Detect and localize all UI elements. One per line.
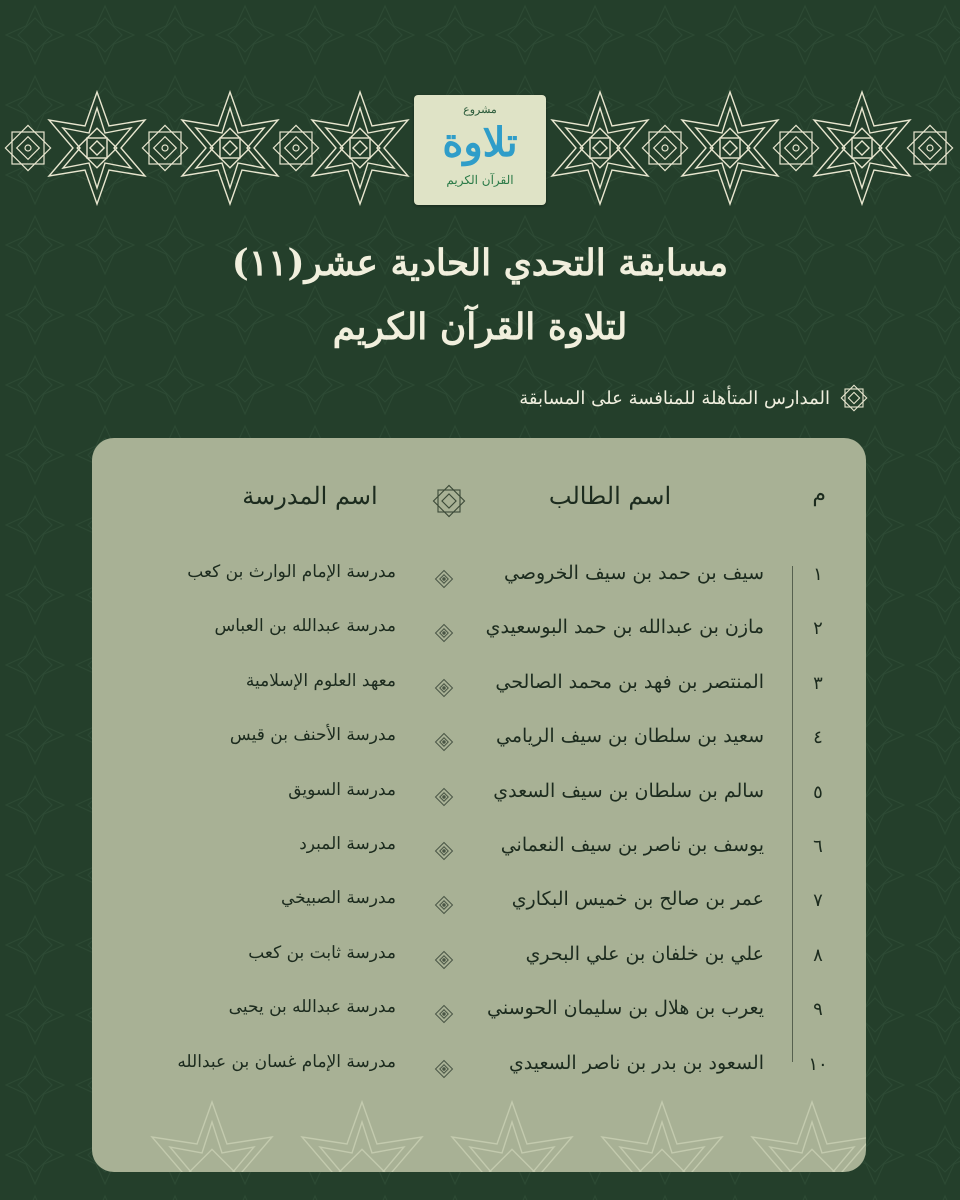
- table-row: [92, 826, 866, 878]
- row-number: ٩: [813, 999, 823, 1021]
- diamond-bullet-icon: [433, 677, 455, 699]
- subtitle: [519, 384, 868, 412]
- student-name: يعرب بن هلال بن سليمان الحوسني: [487, 997, 764, 1020]
- row-number: ٤: [813, 727, 823, 749]
- column-header-school: اسم المدرسة: [242, 482, 378, 510]
- student-name: سالم بن سلطان بن سيف السعدي: [493, 779, 764, 802]
- page-title-line2: لتلاوة القرآن الكريم: [332, 306, 628, 348]
- table-row: [92, 772, 866, 824]
- row-number: ٥: [813, 781, 823, 803]
- school-name: مدرسة المبرد: [299, 834, 396, 854]
- column-header-number: م: [812, 482, 826, 507]
- row-number: ٣: [813, 672, 823, 694]
- diamond-bullet-icon: [433, 786, 455, 808]
- school-name: مدرسة الصبيخي: [280, 888, 396, 909]
- page-title: مسابقة التحدي الحادية عشر(١١): [231, 242, 729, 284]
- table-row: [92, 663, 866, 715]
- school-name: مدرسة السويق: [288, 779, 396, 800]
- student-name: علي بن خلفان بن علي البحري: [525, 942, 764, 965]
- table-row: [92, 554, 866, 606]
- school-name: معهد العلوم الإسلامية: [245, 670, 396, 691]
- diamond-bullet-icon: [433, 622, 455, 644]
- row-number: ٦: [813, 836, 823, 857]
- student-name: المنتصر بن فهد بن محمد الصالحي: [495, 670, 764, 693]
- subtitle-text: المدارس المتأهلة للمنافسة على المسابقة: [519, 387, 830, 409]
- table-row: [92, 935, 866, 987]
- column-header-student: اسم الطالب: [548, 482, 672, 510]
- diamond-bullet-icon: [433, 568, 455, 590]
- diamond-bullet-icon: [433, 840, 455, 862]
- student-name: سيف بن حمد بن سيف الخروصي: [503, 562, 764, 584]
- logo-word: تلاوة: [442, 119, 518, 166]
- student-name: مازن بن عبدالله بن حمد البوسعيدي: [485, 616, 764, 639]
- student-name: يوسف بن ناصر بن سيف النعماني: [500, 834, 764, 856]
- logo-top-text: مشروع: [463, 103, 497, 116]
- table-row: [92, 1044, 866, 1096]
- school-name: مدرسة عبدالله بن العباس: [214, 616, 396, 637]
- school-name: مدرسة الإمام الوارث بن كعب: [187, 562, 396, 582]
- table-row: [92, 880, 866, 932]
- student-name: السعود بن بدر بن ناصر السعيدي: [508, 1051, 764, 1074]
- logo-sub-text: القرآن الكريم: [446, 173, 514, 187]
- table-row: [92, 608, 866, 660]
- row-number: ٢: [813, 618, 823, 640]
- school-name: مدرسة الأحنف بن قيس: [229, 725, 396, 746]
- star-ornament-icon: [840, 384, 868, 412]
- logo: [414, 95, 546, 205]
- school-name: مدرسة الإمام غسان بن عبدالله: [177, 1051, 396, 1072]
- diamond-bullet-icon: [433, 894, 455, 916]
- row-number: ٨: [813, 944, 823, 966]
- diamond-bullet-icon: [433, 1058, 455, 1080]
- header-ornament-icon: [432, 484, 466, 518]
- row-number: ١: [813, 564, 823, 585]
- school-name: مدرسة ثابت بن كعب: [248, 942, 396, 963]
- diamond-bullet-icon: [433, 1003, 455, 1025]
- results-table: [92, 438, 866, 1172]
- school-name: مدرسة عبدالله بن يحيى: [228, 997, 396, 1018]
- diamond-bullet-icon: [433, 949, 455, 971]
- row-number: ١٠: [808, 1053, 828, 1075]
- table-row: [92, 717, 866, 769]
- row-number: ٧: [813, 890, 823, 912]
- student-name: عمر بن صالح بن خميس البكاري: [511, 888, 764, 911]
- student-name: سعيد بن سلطان بن سيف الريامي: [496, 725, 764, 748]
- diamond-bullet-icon: [433, 731, 455, 753]
- table-row: [92, 989, 866, 1041]
